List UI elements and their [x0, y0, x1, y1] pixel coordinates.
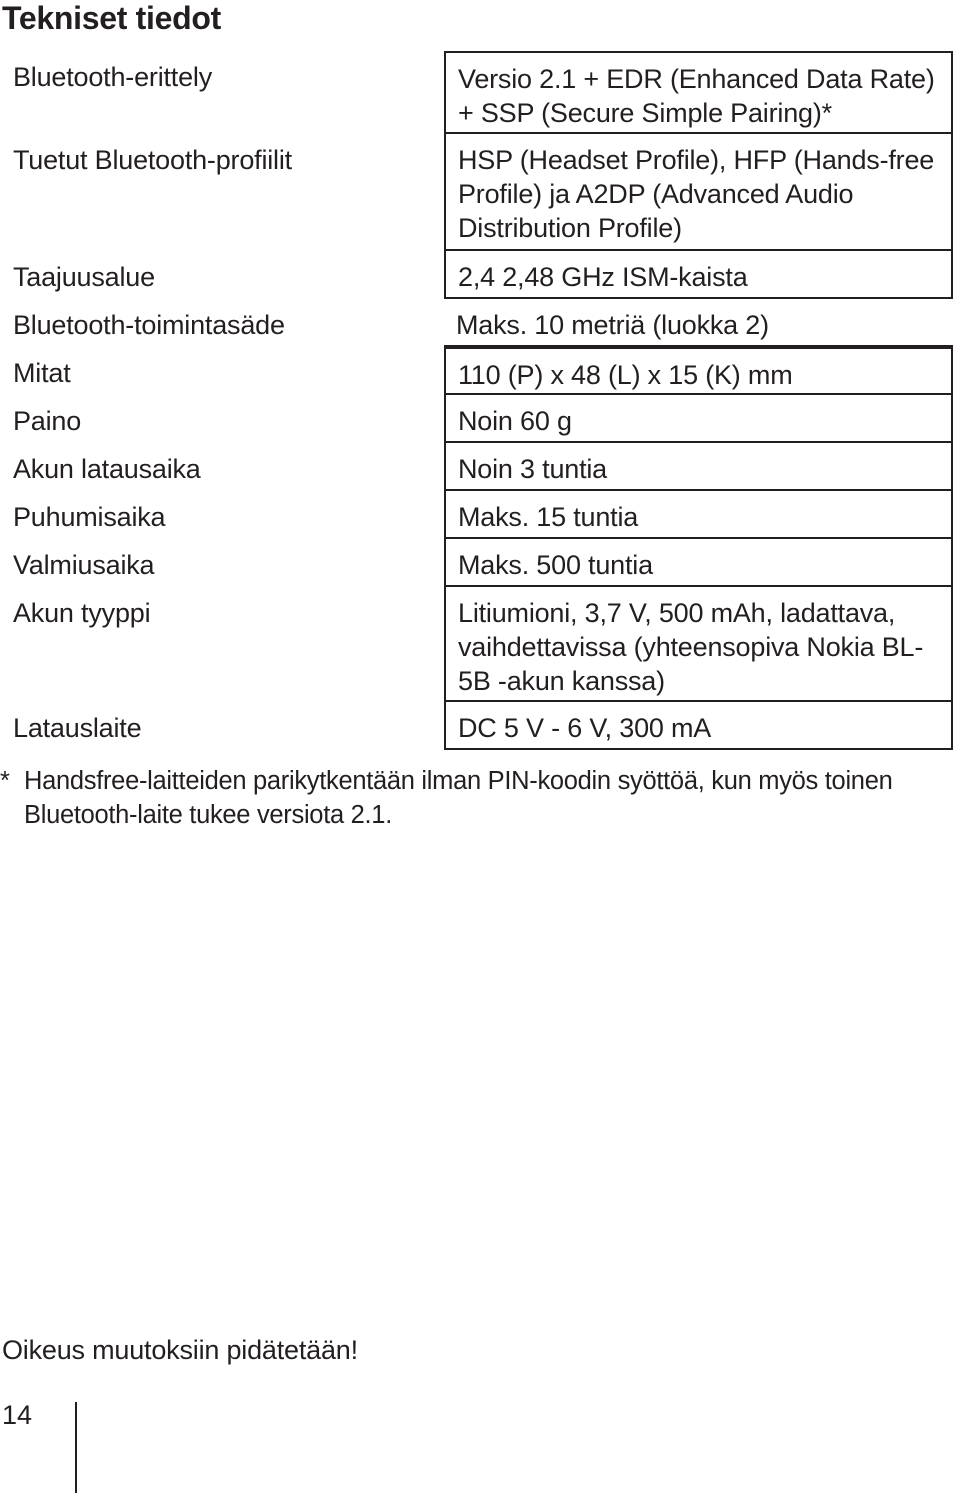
spec-row-range	[0, 299, 953, 347]
footnote	[0, 764, 960, 832]
spec-label: Latauslaite	[13, 713, 142, 743]
footnote-text: Handsfree-laitteiden parikytkentään ilman PIN-koodin syöttöä, kun myös toinen Bluetooth-laite tukee versiota 2.1.	[24, 767, 893, 829]
page-number: 14	[2, 1400, 33, 1430]
spec-row-frequency	[0, 251, 953, 299]
spec-row-bluetooth-version	[0, 51, 953, 134]
spec-table	[0, 51, 953, 750]
spec-row-dimensions	[0, 347, 953, 395]
spec-row-bluetooth-profiles	[0, 134, 953, 251]
spec-label: Tuetut Bluetooth-profiilit	[13, 145, 292, 175]
spec-label: Paino	[13, 406, 82, 436]
spec-label: Akun tyyppi	[13, 598, 151, 628]
spec-row-charging-time	[0, 443, 953, 491]
spec-value: Versio 2.1 + EDR (Enhanced Data Rate) + SSP (Secure Simple Pairing)*	[444, 51, 953, 134]
spec-value: HSP (Headset Profile), HFP (Hands-free Profile) ja A2DP (Advanced Audio Distribution Profile)	[444, 134, 953, 251]
spec-value: Maks. 500 tuntia	[444, 539, 953, 587]
spec-value: Maks. 15 tuntia	[444, 491, 953, 539]
spec-label: Bluetooth-erittely	[13, 62, 213, 92]
spec-row-charger	[0, 702, 953, 750]
spec-value: Litiumioni, 3,7 V, 500 mAh, ladattava, vaihdettavissa (yhteensopiva Nokia BL-5B -akun kanssa)	[444, 587, 953, 702]
spec-label: Akun latausaika	[13, 454, 201, 484]
spec-label: Mitat	[13, 358, 71, 388]
spec-label: Valmiusaika	[13, 550, 155, 580]
footnote-mark: *	[0, 767, 10, 795]
spec-value: Noin 3 tuntia	[444, 443, 953, 491]
spec-row-battery-type	[0, 587, 953, 702]
spec-label: Taajuusalue	[13, 262, 155, 292]
spec-value: Noin 60 g	[444, 395, 953, 443]
spec-label: Bluetooth-toimintasäde	[13, 310, 285, 340]
spec-value: 2,4 2,48 GHz ISM-kaista	[444, 251, 953, 299]
spec-row-weight	[0, 395, 953, 443]
spec-label: Puhumisaika	[13, 502, 166, 532]
page-title: Tekniset tiedot	[2, 0, 221, 36]
page-divider	[75, 1402, 77, 1493]
spec-value: Maks. 10 metriä (luokka 2)	[444, 299, 953, 347]
spec-value: 110 (P) x 48 (L) x 15 (K) mm	[444, 347, 953, 395]
reserve-note: Oikeus muutoksiin pidätetään!	[2, 1335, 358, 1365]
spec-row-talk-time	[0, 491, 953, 539]
spec-value: DC 5 V - 6 V, 300 mA	[444, 702, 953, 750]
spec-row-standby-time	[0, 539, 953, 587]
